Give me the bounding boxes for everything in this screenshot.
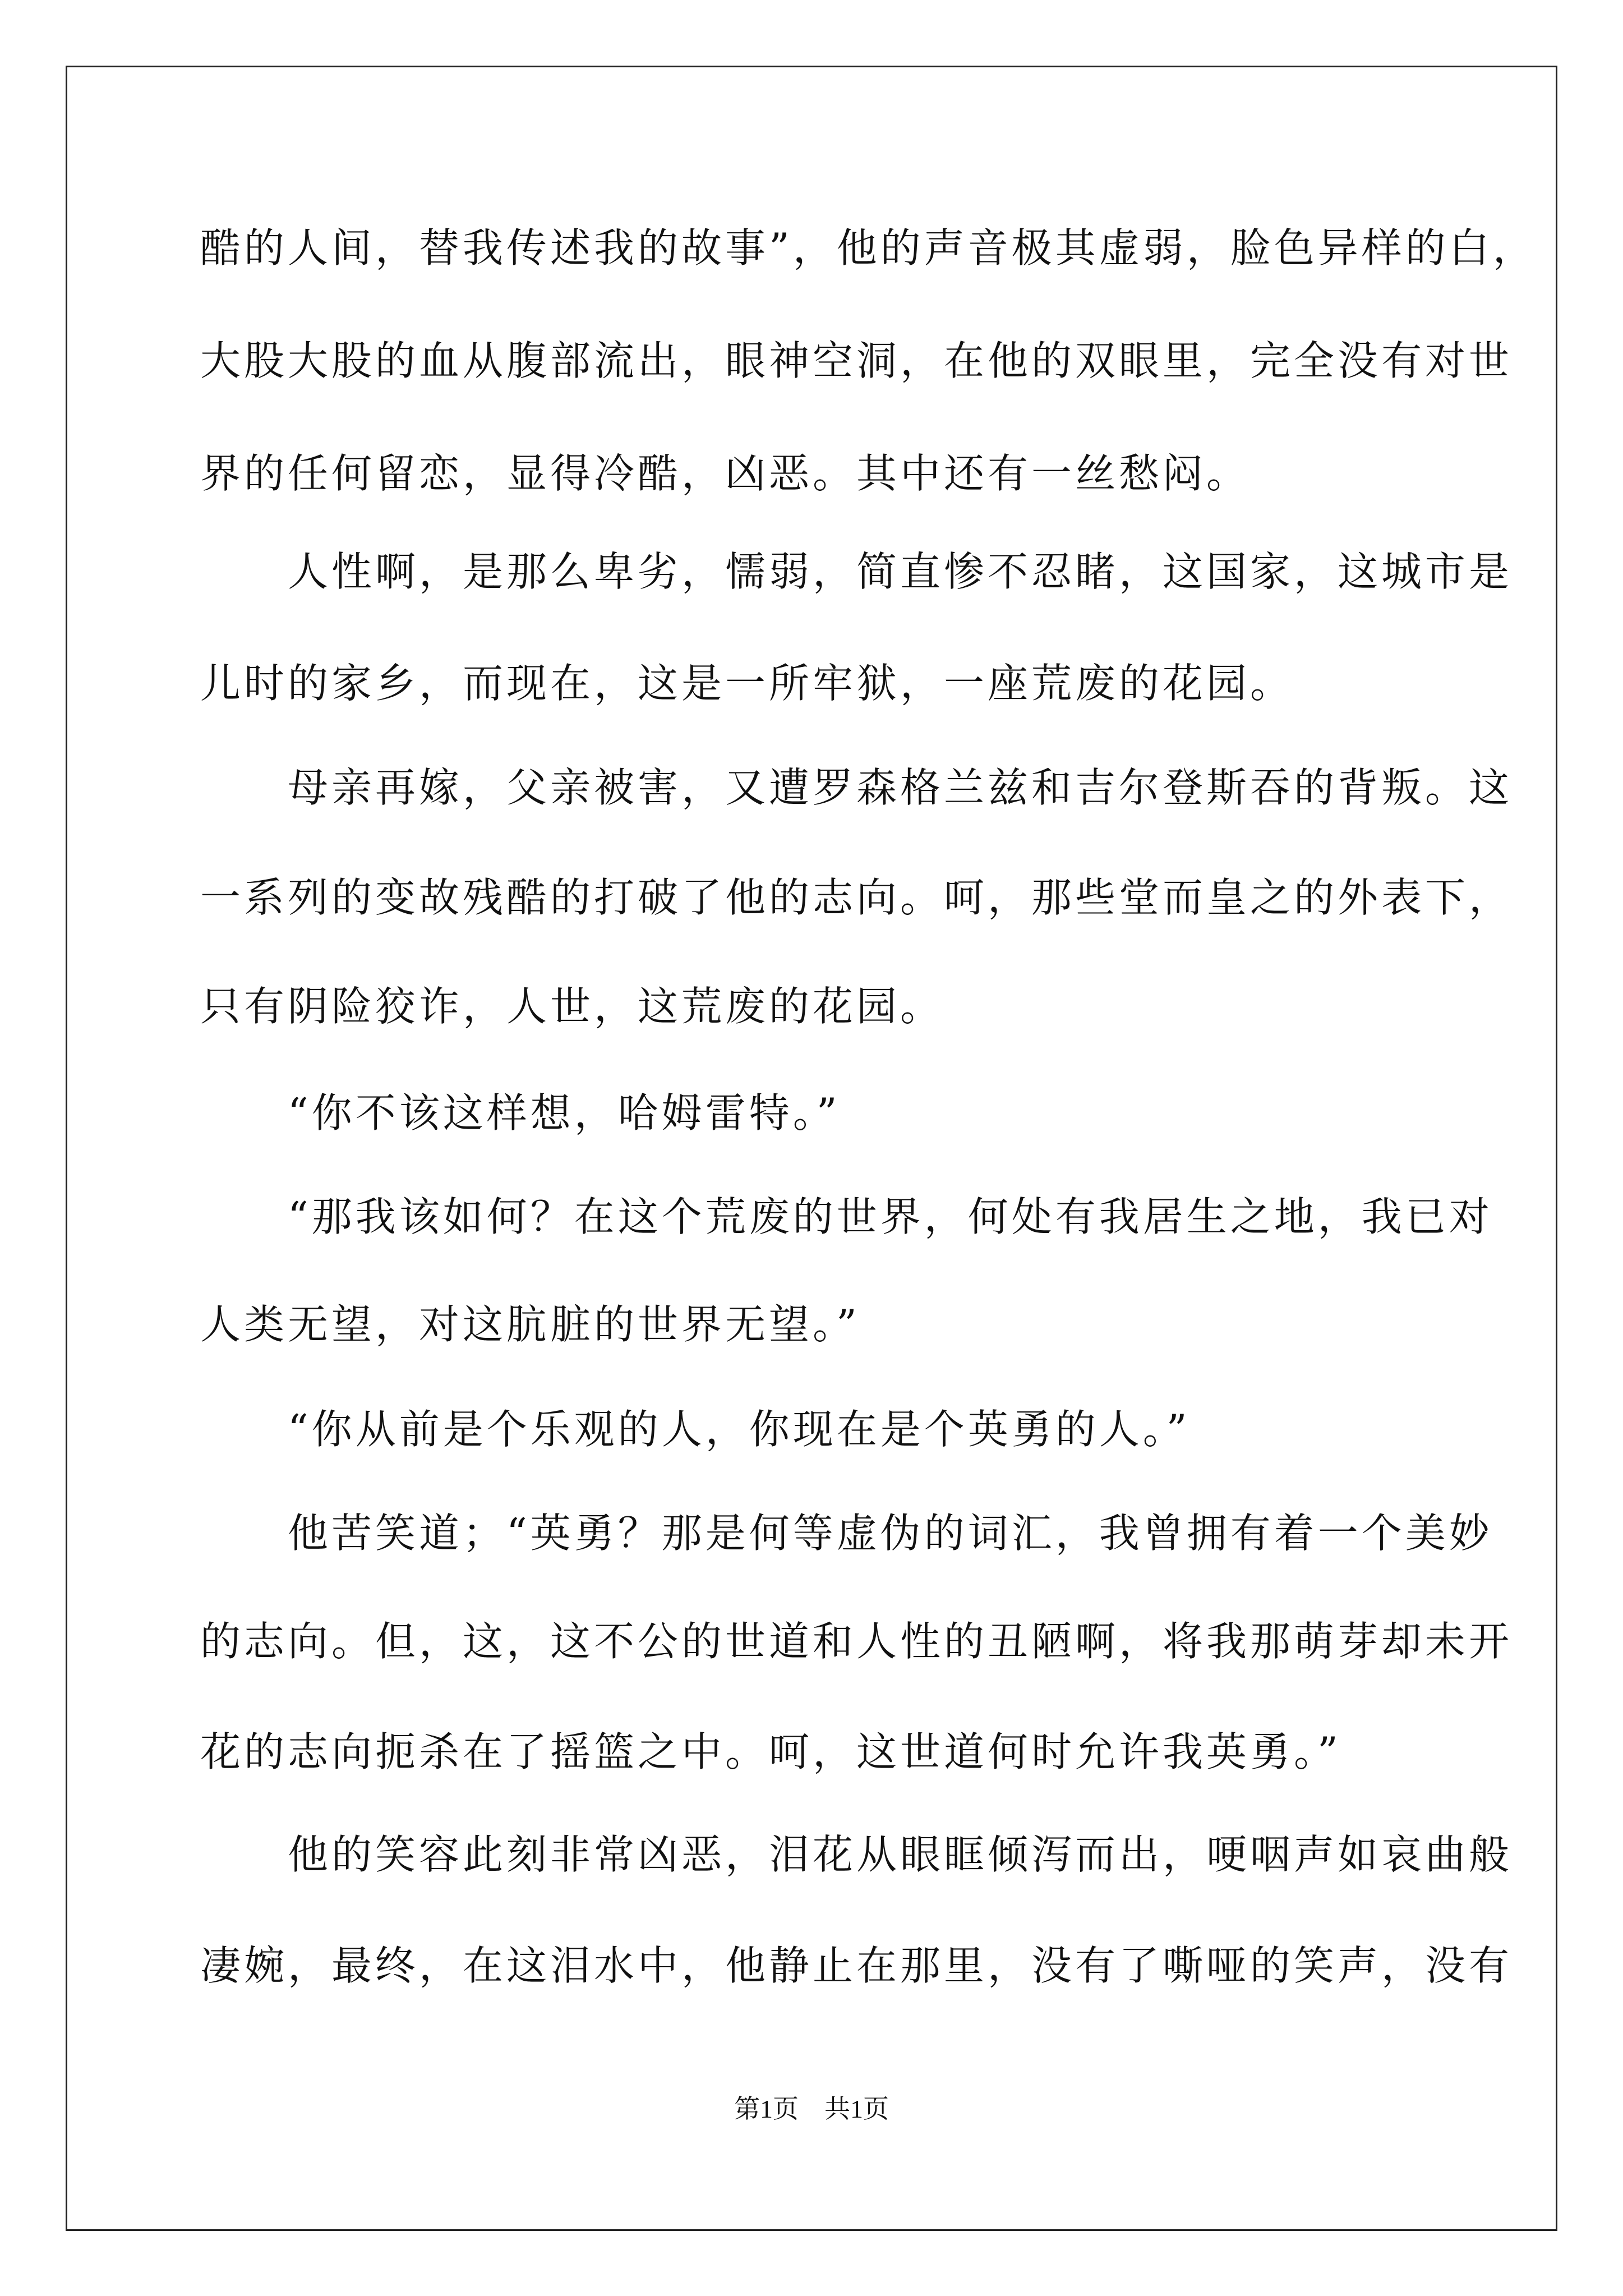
text-line: 酷的人间，替我传述我的故事”，他的声音极其虚弱，脸色异样的白， xyxy=(200,224,1537,272)
text-line: 他的笑容此刻非常凶恶，泪花从眼眶倾泻而出，哽咽声如哀曲般 xyxy=(200,1831,1513,1878)
page-footer xyxy=(0,2088,1623,2125)
text-line: 母亲再嫁，父亲被害，又遭罗森格兰兹和吉尔登斯吞的背叛。这 xyxy=(200,764,1513,811)
text-line: 的志向。但，这，这不公的世道和人性的丑陋啊，将我那萌芽却未开 xyxy=(200,1618,1513,1665)
text-line: “你从前是个乐观的人，你现在是个英勇的人。” xyxy=(200,1406,1191,1453)
text-line: 花的志向扼杀在了摇篮之中。呵，这世道何时允许我英勇。” xyxy=(200,1728,1341,1775)
page-border xyxy=(66,66,1557,2231)
text-line: 大股大股的血从腹部流出，眼神空洞，在他的双眼里，完全没有对世 xyxy=(200,337,1513,384)
text-line: “你不该这样想，哈姆雷特。” xyxy=(200,1089,841,1137)
text-line: 他苦笑道；“英勇？那是何等虚伪的词汇，我曾拥有着一个美妙 xyxy=(200,1510,1493,1557)
text-line: 人类无望，对这肮脏的世界无望。” xyxy=(200,1301,860,1348)
text-line: “那我该如何？在这个荒废的世界，何处有我居生之地，我已对 xyxy=(200,1193,1493,1240)
text-line: 人性啊，是那么卑劣，懦弱，简直惨不忍睹，这国家，这城市是 xyxy=(200,548,1513,595)
text-line: 界的任何留恋，显得冷酷，凶恶。其中还有一丝愁闷。 xyxy=(200,450,1251,497)
page-total: 共1页 xyxy=(824,2095,889,2123)
text-line: 只有阴险狡诈，人世，这荒废的花园。 xyxy=(200,983,944,1030)
page-number: 第1页 xyxy=(734,2095,799,2123)
text-line: 一系列的变故残酷的打破了他的志向。呵，那些堂而皇之的外表下， xyxy=(200,874,1513,921)
text-line: 儿时的家乡，而现在，这是一所牢狱，一座荒废的花园。 xyxy=(200,660,1294,707)
text-line: 凄婉，最终，在这泪水中，他静止在那里，没有了嘶哑的笑声，没有 xyxy=(200,1942,1513,1989)
